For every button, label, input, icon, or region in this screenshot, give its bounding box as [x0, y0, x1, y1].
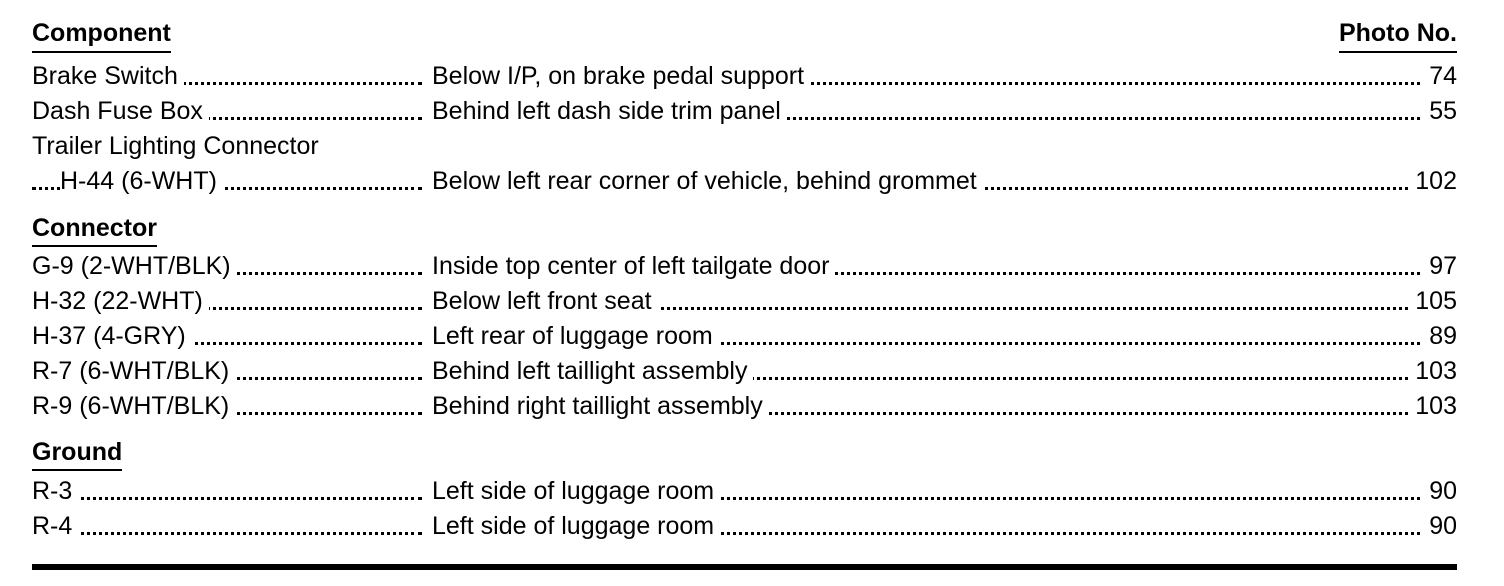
ground-location: Left side of luggage room 90 — [432, 509, 1457, 544]
photo-number: 103 — [1409, 354, 1457, 389]
photo-number: 90 — [1423, 509, 1457, 544]
connector-name: G-9 (2-WHT/BLK) — [32, 249, 422, 284]
photo-number: 89 — [1423, 319, 1457, 354]
ground-name: R-3 — [32, 474, 422, 509]
photo-number: 97 — [1423, 249, 1457, 284]
bottom-rule — [32, 564, 1457, 570]
table-row — [32, 59, 1457, 94]
ground-location: Left side of luggage room 90 — [432, 474, 1457, 509]
photo-number: 105 — [1409, 284, 1457, 319]
connector-name: R-9 (6-WHT/BLK) — [32, 389, 422, 424]
connector-location: Below left front seat 105 — [432, 284, 1457, 319]
table-row — [32, 129, 1457, 164]
component-name: H-44 (6-WHT) — [32, 164, 422, 199]
connector-location: Inside top center of left tailgate door 97 — [432, 249, 1457, 284]
photo-number: 74 — [1423, 59, 1457, 94]
connector-location: Left rear of luggage room 89 — [432, 319, 1457, 354]
table-row — [32, 354, 1457, 389]
connector-location: Behind right taillight assembly 103 — [432, 389, 1457, 424]
ground-name: R-4 — [32, 509, 422, 544]
section-title: Ground — [32, 437, 122, 471]
table-row — [32, 474, 1457, 509]
photo-number: 55 — [1423, 94, 1457, 129]
table-row — [32, 319, 1457, 354]
component-section — [32, 59, 1457, 209]
table-header — [32, 18, 1457, 52]
component-column-header: Component — [32, 18, 171, 53]
table-row — [32, 94, 1457, 129]
ground-section — [32, 437, 1457, 547]
component-location: Below I/P, on brake pedal support 74 — [432, 59, 1457, 94]
component-name: Brake Switch — [32, 59, 422, 94]
photo-number: 102 — [1409, 164, 1457, 199]
photo-number: 90 — [1423, 474, 1457, 509]
table-row — [32, 249, 1457, 284]
component-location: Behind left dash side trim panel 55 — [432, 94, 1457, 129]
table-row — [32, 509, 1457, 544]
section-title: Connector — [32, 213, 157, 247]
component-location: Below left rear corner of vehicle, behind grommet 102 — [432, 164, 1457, 199]
table-row — [32, 164, 1457, 199]
connector-section — [32, 213, 1457, 428]
photo-number: 103 — [1409, 389, 1457, 424]
component-name: Dash Fuse Box — [32, 94, 422, 129]
component-name: Trailer Lighting Connector — [32, 129, 422, 164]
connector-name: H-32 (22-WHT) — [32, 284, 422, 319]
connector-name: R-7 (6-WHT/BLK) — [32, 354, 422, 389]
connector-name: H-37 (4-GRY) — [32, 319, 422, 354]
table-row — [32, 284, 1457, 319]
photo-number-column-header: Photo No. — [1339, 18, 1457, 53]
connector-location: Behind left taillight assembly 103 — [432, 354, 1457, 389]
table-row — [32, 389, 1457, 424]
